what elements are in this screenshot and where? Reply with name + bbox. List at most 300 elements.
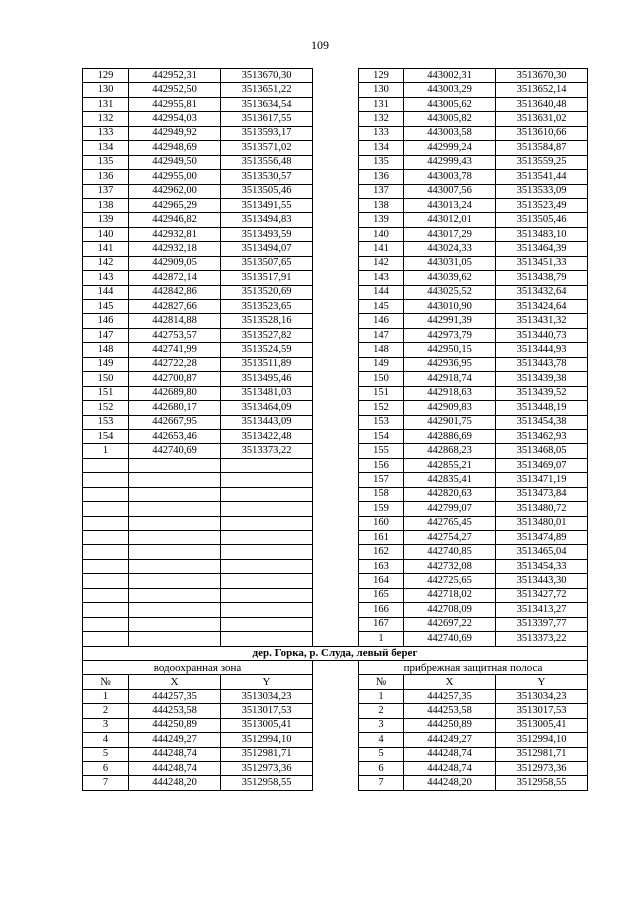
left-x-coordinate: 442952,31: [129, 69, 221, 83]
left-y-coordinate: 3513617,55: [221, 112, 313, 126]
right-x-coordinate: 444257,35: [404, 689, 496, 703]
left-x-coordinate: 442955,00: [129, 170, 221, 184]
left-point-number: 1: [83, 444, 129, 458]
left-x-coordinate: [129, 487, 221, 501]
right-point-number: 2: [359, 704, 404, 718]
left-point-number: 2: [83, 704, 129, 718]
right-point-number: 134: [359, 141, 404, 155]
right-x-coordinate: 444253,58: [404, 704, 496, 718]
column-gap: [313, 718, 359, 732]
left-x-coordinate: 444248,74: [129, 747, 221, 761]
table-row: [83, 747, 588, 761]
left-y-coordinate: [221, 588, 313, 602]
right-y-coordinate: 3513438,79: [496, 271, 588, 285]
right-y-coordinate: 3513559,25: [496, 155, 588, 169]
left-y-coordinate: 3513494,83: [221, 213, 313, 227]
left-y-coordinate: [221, 516, 313, 530]
right-x-coordinate: 444248,20: [404, 776, 496, 790]
left-point-number: 138: [83, 198, 129, 212]
right-y-coordinate: 3513533,09: [496, 184, 588, 198]
right-x-coordinate: 442765,45: [404, 516, 496, 530]
right-point-number: 140: [359, 227, 404, 241]
left-y-coordinate: 3512994,10: [221, 733, 313, 747]
right-x-coordinate: 442991,39: [404, 314, 496, 328]
right-y-coordinate: 3513483,10: [496, 227, 588, 241]
left-x-coordinate: 444248,20: [129, 776, 221, 790]
right-x-coordinate: 442918,63: [404, 386, 496, 400]
right-x-coordinate: 442740,85: [404, 545, 496, 559]
right-x-coordinate: 442950,15: [404, 343, 496, 357]
left-x-coordinate: 442842,86: [129, 285, 221, 299]
left-point-number: 141: [83, 242, 129, 256]
left-x-coordinate: 444253,58: [129, 704, 221, 718]
left-point-number: 7: [83, 776, 129, 790]
left-y-coordinate: [221, 487, 313, 501]
left-x-coordinate: [129, 574, 221, 588]
left-y-coordinate: 3513464,09: [221, 401, 313, 415]
left-x-coordinate: 442954,03: [129, 112, 221, 126]
left-y-coordinate: [221, 603, 313, 617]
left-x-coordinate: [129, 516, 221, 530]
left-point-number: 154: [83, 429, 129, 443]
right-point-number: 1: [359, 632, 404, 646]
table-row: [83, 689, 588, 703]
left-x-coordinate: 442949,92: [129, 126, 221, 140]
right-y-header: Y: [496, 675, 588, 689]
left-x-coordinate: 444248,74: [129, 762, 221, 776]
right-y-coordinate: 3513424,64: [496, 300, 588, 314]
left-y-coordinate: [221, 545, 313, 559]
right-point-number: 151: [359, 386, 404, 400]
left-point-number: 137: [83, 184, 129, 198]
left-point-number: 147: [83, 328, 129, 342]
right-x-coordinate: 442799,07: [404, 502, 496, 516]
right-point-number: 131: [359, 97, 404, 111]
right-x-coordinate: 442999,43: [404, 155, 496, 169]
right-y-coordinate: 3513439,52: [496, 386, 588, 400]
right-point-number: 5: [359, 747, 404, 761]
right-y-coordinate: 3513465,04: [496, 545, 588, 559]
right-x-coordinate: 442999,24: [404, 141, 496, 155]
right-y-coordinate: 3513373,22: [496, 632, 588, 646]
left-point-number: 1: [83, 689, 129, 703]
right-y-coordinate: 3513610,66: [496, 126, 588, 140]
left-x-coordinate: [129, 588, 221, 602]
right-x-coordinate: 442901,75: [404, 415, 496, 429]
left-x-coordinate: 442948,69: [129, 141, 221, 155]
left-y-coordinate: 3513593,17: [221, 126, 313, 140]
right-point-number: 149: [359, 357, 404, 371]
left-point-number: 3: [83, 718, 129, 732]
right-x-coordinate: 443010,90: [404, 300, 496, 314]
right-x-coordinate: 442868,23: [404, 444, 496, 458]
right-y-coordinate: 3512973,36: [496, 762, 588, 776]
left-x-coordinate: [129, 617, 221, 631]
column-gap: [313, 660, 359, 674]
column-gap: [313, 704, 359, 718]
column-gap: [313, 69, 359, 647]
right-x-coordinate: 442718,02: [404, 588, 496, 602]
column-gap: [313, 776, 359, 790]
left-x-coordinate: 442932,18: [129, 242, 221, 256]
left-x-coordinate: 444257,35: [129, 689, 221, 703]
left-x-coordinate: [129, 502, 221, 516]
left-point-number: 134: [83, 141, 129, 155]
left-y-coordinate: [221, 473, 313, 487]
left-y-coordinate: 3513670,30: [221, 69, 313, 83]
right-y-coordinate: 3513670,30: [496, 69, 588, 83]
left-point-number: 151: [83, 386, 129, 400]
left-point-number: [83, 473, 129, 487]
column-gap: [313, 762, 359, 776]
right-x-coordinate: 442725,65: [404, 574, 496, 588]
table-row: [83, 718, 588, 732]
left-x-coordinate: 442667,95: [129, 415, 221, 429]
left-y-coordinate: 3513481,03: [221, 386, 313, 400]
right-y-coordinate: 3513454,38: [496, 415, 588, 429]
right-x-coordinate: 442855,21: [404, 458, 496, 472]
right-point-number: 157: [359, 473, 404, 487]
right-x-coordinate: 442918,74: [404, 372, 496, 386]
left-y-coordinate: 3513443,09: [221, 415, 313, 429]
right-point-number: 136: [359, 170, 404, 184]
left-y-coordinate: 3513527,82: [221, 328, 313, 342]
left-y-coordinate: 3513493,59: [221, 227, 313, 241]
left-y-coordinate: [221, 574, 313, 588]
right-y-coordinate: 3512981,71: [496, 747, 588, 761]
left-x-coordinate: 442952,50: [129, 83, 221, 97]
right-y-coordinate: 3513464,39: [496, 242, 588, 256]
left-y-coordinate: 3512973,36: [221, 762, 313, 776]
left-point-number: 132: [83, 112, 129, 126]
left-y-coordinate: 3512958,55: [221, 776, 313, 790]
right-x-coordinate: 443024,33: [404, 242, 496, 256]
right-x-coordinate: 442936,95: [404, 357, 496, 371]
left-y-coordinate: 3513017,53: [221, 704, 313, 718]
right-x-coordinate: 443013,24: [404, 198, 496, 212]
left-x-coordinate: 444250,89: [129, 718, 221, 732]
right-y-coordinate: 3513439,38: [496, 372, 588, 386]
left-y-coordinate: 3513373,22: [221, 444, 313, 458]
right-point-number: 161: [359, 531, 404, 545]
left-x-coordinate: [129, 603, 221, 617]
left-point-number: 5: [83, 747, 129, 761]
right-y-coordinate: 3513451,33: [496, 256, 588, 270]
left-y-coordinate: [221, 559, 313, 573]
left-x-coordinate: 442946,82: [129, 213, 221, 227]
left-point-number: 136: [83, 170, 129, 184]
left-x-coordinate: [129, 559, 221, 573]
left-y-coordinate: [221, 502, 313, 516]
right-y-coordinate: 3513005,41: [496, 718, 588, 732]
left-point-number: [83, 603, 129, 617]
right-point-number: 138: [359, 198, 404, 212]
right-y-coordinate: 3513448,19: [496, 401, 588, 415]
left-x-coordinate: 442689,80: [129, 386, 221, 400]
right-point-number: 155: [359, 444, 404, 458]
left-x-coordinate: 442653,46: [129, 429, 221, 443]
left-x-coordinate: [129, 632, 221, 646]
left-y-coordinate: [221, 632, 313, 646]
right-point-number: 130: [359, 83, 404, 97]
left-point-number: 135: [83, 155, 129, 169]
right-point-number: 162: [359, 545, 404, 559]
right-x-coordinate: 443002,31: [404, 69, 496, 83]
column-gap: [313, 733, 359, 747]
right-x-coordinate: 443003,78: [404, 170, 496, 184]
left-y-coordinate: 3513517,91: [221, 271, 313, 285]
left-y-coordinate: 3513634,54: [221, 97, 313, 111]
right-y-coordinate: 3513541,44: [496, 170, 588, 184]
page-number: 109: [311, 38, 329, 52]
left-point-number: [83, 559, 129, 573]
right-x-coordinate: 442835,41: [404, 473, 496, 487]
right-y-coordinate: 3513474,89: [496, 531, 588, 545]
table-row: [83, 762, 588, 776]
right-point-number: 133: [359, 126, 404, 140]
left-point-number: 149: [83, 357, 129, 371]
right-y-coordinate: 3513469,07: [496, 458, 588, 472]
left-y-coordinate: 3513651,22: [221, 83, 313, 97]
right-y-coordinate: 3513468,05: [496, 444, 588, 458]
left-x-coordinate: 442740,69: [129, 444, 221, 458]
right-x-coordinate: 443005,82: [404, 112, 496, 126]
left-x-coordinate: 442700,87: [129, 372, 221, 386]
left-point-number: 143: [83, 271, 129, 285]
right-y-coordinate: 3513413,27: [496, 603, 588, 617]
right-point-number: 154: [359, 429, 404, 443]
right-y-coordinate: 3513640,48: [496, 97, 588, 111]
left-point-number: [83, 502, 129, 516]
table-row: [83, 776, 588, 790]
right-y-coordinate: 3513397,77: [496, 617, 588, 631]
left-point-number: [83, 574, 129, 588]
left-y-coordinate: 3513491,55: [221, 198, 313, 212]
right-x-coordinate: 442740,69: [404, 632, 496, 646]
right-y-coordinate: 3513480,01: [496, 516, 588, 530]
right-y-coordinate: 3513505,46: [496, 213, 588, 227]
left-point-number: 148: [83, 343, 129, 357]
right-number-header: №: [359, 675, 404, 689]
right-point-number: 152: [359, 401, 404, 415]
right-point-number: 156: [359, 458, 404, 472]
left-point-number: [83, 617, 129, 631]
left-y-coordinate: 3513495,46: [221, 372, 313, 386]
left-point-number: 6: [83, 762, 129, 776]
left-point-number: 130: [83, 83, 129, 97]
right-y-coordinate: 3513034,23: [496, 689, 588, 703]
right-x-coordinate: 444248,74: [404, 747, 496, 761]
right-point-number: 142: [359, 256, 404, 270]
left-x-coordinate: 442680,17: [129, 401, 221, 415]
right-point-number: 165: [359, 588, 404, 602]
left-y-header: Y: [221, 675, 313, 689]
left-y-coordinate: 3513556,48: [221, 155, 313, 169]
right-y-coordinate: 3513432,64: [496, 285, 588, 299]
right-point-number: 135: [359, 155, 404, 169]
right-point-number: 3: [359, 718, 404, 732]
right-point-number: 164: [359, 574, 404, 588]
right-point-number: 145: [359, 300, 404, 314]
right-x-coordinate: 442732,08: [404, 559, 496, 573]
left-point-number: 139: [83, 213, 129, 227]
right-point-number: 160: [359, 516, 404, 530]
left-point-number: [83, 487, 129, 501]
column-gap: [313, 747, 359, 761]
right-point-number: 144: [359, 285, 404, 299]
left-x-header: X: [129, 675, 221, 689]
right-point-number: 148: [359, 343, 404, 357]
right-point-number: 4: [359, 733, 404, 747]
right-y-coordinate: 3513443,30: [496, 574, 588, 588]
left-point-number: 142: [83, 256, 129, 270]
left-point-number: 146: [83, 314, 129, 328]
right-y-coordinate: 3512994,10: [496, 733, 588, 747]
right-y-coordinate: 3513523,49: [496, 198, 588, 212]
right-x-coordinate: 443007,56: [404, 184, 496, 198]
right-y-coordinate: 3513427,72: [496, 588, 588, 602]
left-number-header: №: [83, 675, 129, 689]
column-header-row: [83, 675, 588, 689]
left-y-coordinate: [221, 617, 313, 631]
right-point-number: 147: [359, 328, 404, 342]
left-x-coordinate: 442722,28: [129, 357, 221, 371]
left-x-coordinate: [129, 545, 221, 559]
left-point-number: 144: [83, 285, 129, 299]
table-row: [83, 704, 588, 718]
left-y-coordinate: [221, 531, 313, 545]
right-y-coordinate: 3513473,84: [496, 487, 588, 501]
section-title: дер. Горка, р. Слуда, левый берег: [83, 646, 588, 660]
right-y-coordinate: 3513462,93: [496, 429, 588, 443]
right-point-number: 132: [359, 112, 404, 126]
right-point-number: 129: [359, 69, 404, 83]
right-point-number: 137: [359, 184, 404, 198]
left-point-number: 4: [83, 733, 129, 747]
right-x-coordinate: 443003,58: [404, 126, 496, 140]
left-point-number: [83, 588, 129, 602]
left-point-number: 133: [83, 126, 129, 140]
right-y-coordinate: 3513431,32: [496, 314, 588, 328]
right-x-coordinate: 443031,05: [404, 256, 496, 270]
right-y-coordinate: 3513480,72: [496, 502, 588, 516]
right-x-coordinate: 442973,79: [404, 328, 496, 342]
left-y-coordinate: 3513571,02: [221, 141, 313, 155]
right-x-coordinate: 442697,22: [404, 617, 496, 631]
right-point-number: 158: [359, 487, 404, 501]
left-y-coordinate: 3513528,16: [221, 314, 313, 328]
right-x-coordinate: 443003,29: [404, 83, 496, 97]
right-point-number: 7: [359, 776, 404, 790]
left-point-number: 140: [83, 227, 129, 241]
left-x-coordinate: 442909,05: [129, 256, 221, 270]
left-y-coordinate: 3513005,41: [221, 718, 313, 732]
left-x-coordinate: 442955,81: [129, 97, 221, 111]
left-x-coordinate: 442753,57: [129, 328, 221, 342]
left-y-coordinate: 3512981,71: [221, 747, 313, 761]
right-point-number: 143: [359, 271, 404, 285]
left-x-coordinate: 442814,88: [129, 314, 221, 328]
right-point-number: 163: [359, 559, 404, 573]
right-y-coordinate: 3513652,14: [496, 83, 588, 97]
right-y-coordinate: 3513631,02: [496, 112, 588, 126]
section-title-row: [83, 646, 588, 660]
right-point-number: 6: [359, 762, 404, 776]
left-x-coordinate: 444249,27: [129, 733, 221, 747]
left-x-coordinate: [129, 473, 221, 487]
left-point-number: [83, 545, 129, 559]
left-point-number: 150: [83, 372, 129, 386]
right-x-header: X: [404, 675, 496, 689]
right-point-number: 159: [359, 502, 404, 516]
right-point-number: 141: [359, 242, 404, 256]
right-y-coordinate: 3513444,93: [496, 343, 588, 357]
left-y-coordinate: 3513511,89: [221, 357, 313, 371]
left-y-coordinate: 3513505,46: [221, 184, 313, 198]
left-point-number: 145: [83, 300, 129, 314]
right-y-coordinate: 3513584,87: [496, 141, 588, 155]
right-x-coordinate: 443012,01: [404, 213, 496, 227]
right-x-coordinate: 444250,89: [404, 718, 496, 732]
right-y-coordinate: 3513443,78: [496, 357, 588, 371]
left-y-coordinate: 3513524,59: [221, 343, 313, 357]
left-point-number: [83, 632, 129, 646]
right-y-coordinate: 3513017,53: [496, 704, 588, 718]
left-point-number: 152: [83, 401, 129, 415]
subsection-title-row: [83, 660, 588, 674]
left-point-number: [83, 531, 129, 545]
left-x-coordinate: 442827,66: [129, 300, 221, 314]
right-point-number: 153: [359, 415, 404, 429]
right-point-number: 167: [359, 617, 404, 631]
right-subsection-title: прибрежная защитная полоса: [359, 660, 588, 674]
left-y-coordinate: [221, 458, 313, 472]
right-x-coordinate: 443025,52: [404, 285, 496, 299]
left-point-number: [83, 516, 129, 530]
left-y-coordinate: 3513520,69: [221, 285, 313, 299]
table-row: [83, 733, 588, 747]
right-x-coordinate: 442754,27: [404, 531, 496, 545]
left-x-coordinate: 442962,00: [129, 184, 221, 198]
left-point-number: [83, 458, 129, 472]
left-y-coordinate: 3513422,48: [221, 429, 313, 443]
right-x-coordinate: 443005,62: [404, 97, 496, 111]
left-y-coordinate: 3513507,65: [221, 256, 313, 270]
left-x-coordinate: 442932,81: [129, 227, 221, 241]
coordinates-table: [82, 68, 588, 791]
left-y-coordinate: 3513523,65: [221, 300, 313, 314]
left-point-number: 153: [83, 415, 129, 429]
right-x-coordinate: 443039,62: [404, 271, 496, 285]
right-x-coordinate: 442909,83: [404, 401, 496, 415]
left-x-coordinate: 442965,29: [129, 198, 221, 212]
left-y-coordinate: 3513034,23: [221, 689, 313, 703]
left-x-coordinate: [129, 531, 221, 545]
right-point-number: 150: [359, 372, 404, 386]
column-gap: [313, 675, 359, 689]
right-y-coordinate: 3513471,19: [496, 473, 588, 487]
table-row: [83, 69, 588, 83]
right-x-coordinate: 443017,29: [404, 227, 496, 241]
left-x-coordinate: 442872,14: [129, 271, 221, 285]
left-x-coordinate: [129, 458, 221, 472]
column-gap: [313, 689, 359, 703]
right-point-number: 146: [359, 314, 404, 328]
right-x-coordinate: 444249,27: [404, 733, 496, 747]
right-point-number: 166: [359, 603, 404, 617]
right-point-number: 1: [359, 689, 404, 703]
left-point-number: 131: [83, 97, 129, 111]
